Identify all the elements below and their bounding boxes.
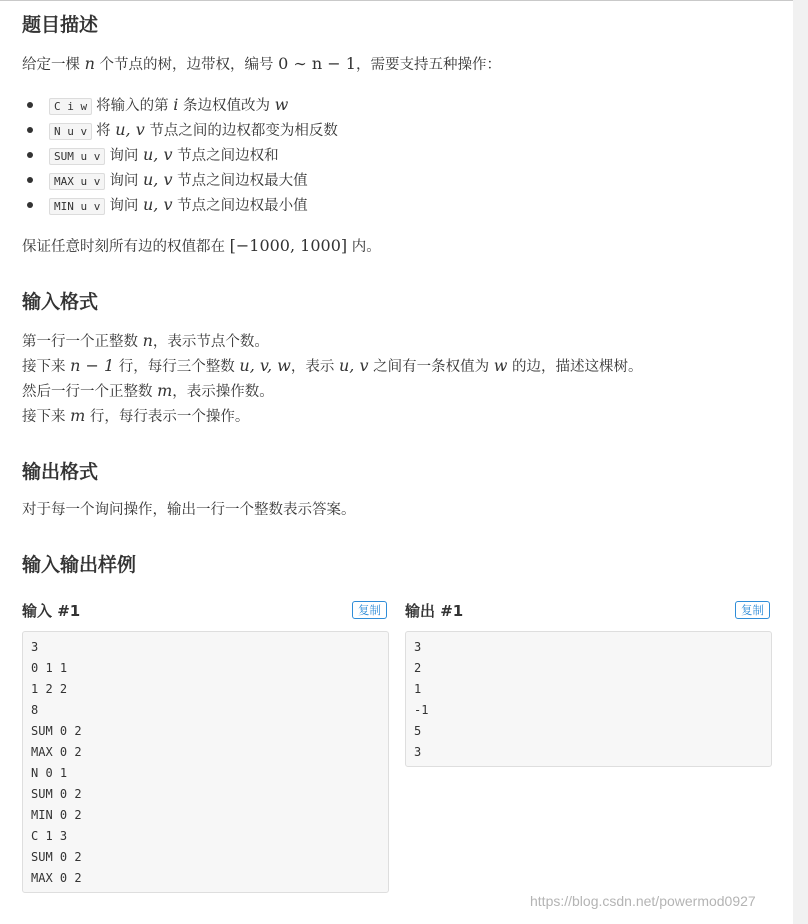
code-line: C 1 3 xyxy=(31,829,68,843)
code-line: MAX 0 2 xyxy=(31,745,82,759)
code-line: SUM 0 2 xyxy=(31,850,82,864)
list-item: C i w 将输入的第 i 条边权值改为 w xyxy=(22,92,338,117)
heading-description: 题目描述 xyxy=(22,14,99,36)
code-line: 0 1 1 xyxy=(31,661,68,675)
op-code: N u v xyxy=(49,123,92,140)
sample-output-block[interactable] xyxy=(405,631,772,767)
code-line: 3 xyxy=(31,640,39,654)
code-line: 1 2 2 xyxy=(31,682,68,696)
sample-output-title: 输出 #1 xyxy=(405,602,464,620)
list-item: SUM u v 询问 u, v 节点之间边权和 xyxy=(22,142,338,167)
code-line: SUM 0 2 xyxy=(31,787,82,801)
list-item: MAX u v 询问 u, v 节点之间边权最大值 xyxy=(22,167,338,192)
sample-input-block[interactable] xyxy=(22,631,389,893)
code-line: 3 xyxy=(414,640,422,654)
code-line: 5 xyxy=(414,724,422,738)
heading-output-format: 输出格式 xyxy=(22,461,99,483)
code-line: -1 xyxy=(414,703,429,717)
op-code: MAX u v xyxy=(49,173,105,190)
watermark: https://blog.csdn.net/powermod0927 xyxy=(530,893,756,909)
copy-output-button[interactable]: 复制 xyxy=(735,601,770,619)
scrollbar-track[interactable] xyxy=(793,0,808,924)
input-format-line-4: 接下来 m 行，每行表示一个操作。 xyxy=(22,406,250,425)
code-line: SUM 0 2 xyxy=(31,724,82,738)
list-item: N u v 将 u, v 节点之间的边权都变为相反数 xyxy=(22,117,338,142)
list-item: MIN u v 询问 u, v 节点之间边权最小值 xyxy=(22,192,338,217)
copy-input-button[interactable]: 复制 xyxy=(352,601,387,619)
code-line: MAX 0 2 xyxy=(31,871,82,885)
bullet-icon xyxy=(27,152,33,158)
code-line: 3 xyxy=(414,745,422,759)
bullet-icon xyxy=(27,202,33,208)
heading-samples: 输入输出样例 xyxy=(22,554,137,576)
code-line: 1 xyxy=(414,682,422,696)
code-line: N 0 1 xyxy=(31,766,68,780)
op-code: SUM u v xyxy=(49,148,105,165)
top-border xyxy=(0,0,793,1)
heading-input-format: 输入格式 xyxy=(22,291,99,313)
code-line: 2 xyxy=(414,661,422,675)
description-intro: 给定一棵 n 个节点的树，边带权，编号 0 ∼ n − 1，需要支持五种操作： xyxy=(22,54,501,73)
input-format-line-1: 第一行一个正整数 n，表示节点个数。 xyxy=(22,331,269,350)
bullet-icon xyxy=(27,127,33,133)
op-code: C i w xyxy=(49,98,92,115)
input-format-line-3: 然后一行一个正整数 m，表示操作数。 xyxy=(22,381,274,400)
code-line: MIN 0 2 xyxy=(31,808,82,822)
code-line: 8 xyxy=(31,703,39,717)
operations-list xyxy=(22,92,338,217)
bullet-icon xyxy=(27,102,33,108)
bullet-icon xyxy=(27,177,33,183)
output-format-text: 对于每一个询问操作，输出一行一个整数表示答案。 xyxy=(22,502,356,518)
input-format-line-2: 接下来 n − 1 行，每行三个整数 u, v, w，表示 u, v 之间有一条权值为 w 的边，描述这棵树。 xyxy=(22,356,643,375)
guarantee-text: 保证任意时刻所有边的权值都在 [−1000, 1000] 内。 xyxy=(22,236,381,255)
op-code: MIN u v xyxy=(49,198,105,215)
sample-input-title: 输入 #1 xyxy=(22,602,81,620)
